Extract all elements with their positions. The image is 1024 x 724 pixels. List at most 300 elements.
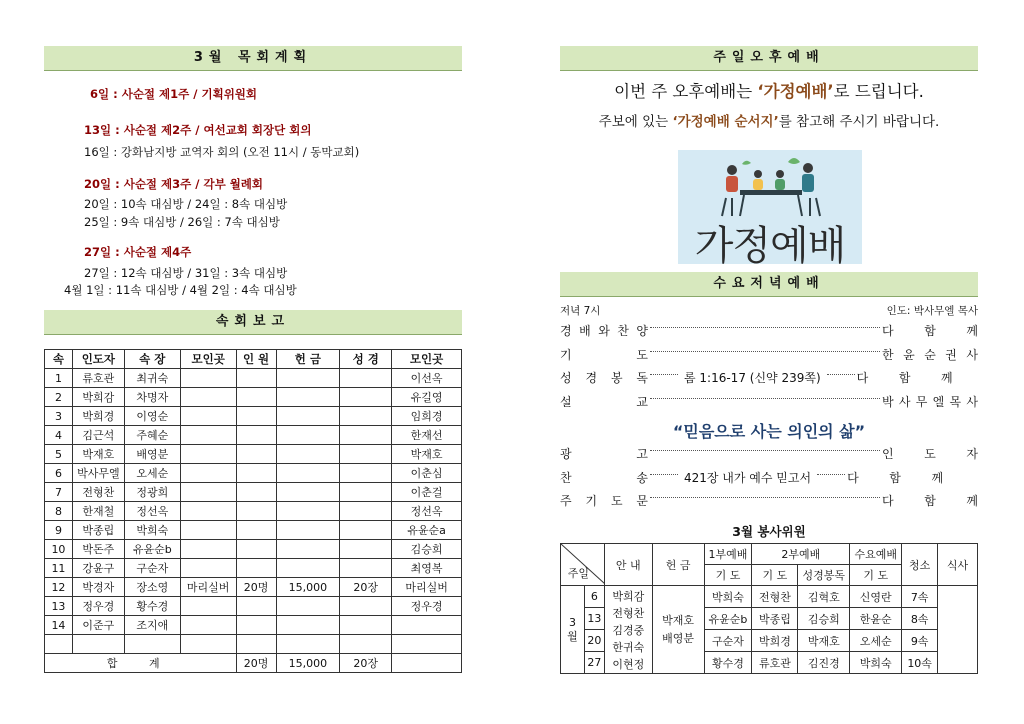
report-cell: 주혜순: [124, 426, 180, 445]
guide-name: 김경중: [612, 624, 645, 637]
report-total-row: [45, 654, 462, 673]
report-cell: [236, 464, 276, 483]
vol-cell: 김혁호: [798, 586, 850, 608]
prayer-header: 기 도: [850, 565, 902, 586]
order-person-char: 도: [924, 447, 936, 461]
report-cell: [236, 369, 276, 388]
report-cell: [276, 597, 340, 616]
plan-head: 13일 : 사순절 제2주 / 여선교회 회장단 회의: [84, 123, 312, 137]
day-cell: 27: [584, 652, 604, 674]
report-cell: 구순자: [124, 559, 180, 578]
plan-header: [44, 46, 462, 71]
report-cell: 정우경: [392, 597, 462, 616]
vol-cell: 유윤순b: [704, 608, 752, 630]
report-cell: [236, 559, 276, 578]
family-worship-logo: [678, 150, 862, 269]
vol-cell: 박희숙: [704, 586, 752, 608]
leader-dots: [650, 327, 880, 328]
col-header: 성 경: [340, 350, 392, 369]
report-cell: [236, 616, 276, 635]
order-person-char: 박: [882, 394, 894, 409]
order-label-char: 경: [585, 371, 598, 385]
wednesday-title: 수요저녁예배: [713, 276, 825, 291]
report-cell: 유윤순a: [392, 521, 462, 540]
vol-cell: 전형찬: [752, 586, 798, 608]
report-cell: [180, 407, 236, 426]
report-cell: 한재선: [392, 426, 462, 445]
order-label: [560, 492, 648, 509]
report-row: [45, 426, 462, 445]
report-cell: [340, 426, 392, 445]
report-row: [45, 464, 462, 483]
vol-cell: 박재호: [798, 630, 850, 652]
afternoon-highlight: ‘가정예배’: [757, 82, 834, 101]
order-label-char: 찬: [560, 470, 572, 485]
order-person-char: 권: [945, 347, 957, 362]
report-cell: [392, 635, 462, 654]
report-cell: 6: [45, 464, 73, 483]
order-label: [560, 346, 648, 363]
plan-head: 6일 : 사순절 제1주 / 기획위원회: [90, 87, 258, 101]
vol-cell: 박희경: [752, 630, 798, 652]
report-cell: 5: [45, 445, 73, 464]
order-person-char: 자: [966, 447, 978, 461]
wed-service-header: 수요예배: [850, 544, 902, 565]
order-label-char: 기: [585, 494, 598, 508]
order-person-char: 께: [966, 324, 978, 338]
order-row: [560, 393, 978, 410]
order-label-char: 독: [636, 371, 648, 385]
report-cell: [392, 616, 462, 635]
order-detail: 421장 내가 예수 믿고서: [684, 470, 812, 485]
report-cell: [276, 616, 340, 635]
family-logo-text: 가정예배: [694, 223, 846, 269]
vol-cell: 오세순: [850, 630, 902, 652]
vol-cell: 박종립: [752, 608, 798, 630]
vol-cell: 한윤순: [850, 608, 902, 630]
offering-name: 박재호: [662, 613, 695, 627]
report-cell: 유길영: [392, 388, 462, 407]
report-cell: [340, 521, 392, 540]
guide-header: 안 내: [604, 544, 652, 586]
order-person-char: 함: [898, 371, 911, 385]
report-cell: 4: [45, 426, 73, 445]
report-row: [45, 388, 462, 407]
order-label-char: 교: [636, 394, 648, 409]
order-person: [847, 469, 943, 486]
plan-line: 27일 : 12속 대심방 / 31일 : 3속 대심방: [84, 266, 288, 280]
report-cell: [236, 635, 276, 654]
order-label: [560, 322, 648, 339]
report-cell: 장소영: [124, 578, 180, 597]
report-cell: 15,000: [276, 578, 340, 597]
guide-name: 전형찬: [612, 607, 645, 620]
report-row: [45, 407, 462, 426]
report-cell: [236, 426, 276, 445]
report-cell: 최영복: [392, 559, 462, 578]
report-row: [45, 483, 462, 502]
order-label-char: 도: [610, 494, 623, 508]
plan-line: 4월 1일 : 11속 대심방 / 4월 2일 : 4속 대심방: [64, 283, 297, 297]
report-cell: [340, 635, 392, 654]
order-label-char: 설: [560, 394, 572, 409]
order-person-char: 무: [915, 394, 928, 409]
order-person-char: 엘: [932, 394, 945, 409]
vol-cell: 구순자: [704, 630, 752, 652]
order-person-char: 함: [924, 324, 936, 338]
plan-title: 3월 목회계획: [193, 50, 313, 65]
report-cell: 정선옥: [124, 502, 180, 521]
report-cell: [180, 559, 236, 578]
order-person-char: 께: [941, 371, 953, 385]
order-person-char: 함: [889, 470, 901, 485]
report-cell: [276, 483, 340, 502]
report-cell: 배영분: [124, 445, 180, 464]
col-header: 속 장: [124, 350, 180, 369]
report-cell: [180, 369, 236, 388]
vol-cell: 7속: [902, 586, 938, 608]
report-cell: 김승희: [392, 540, 462, 559]
col-header: 모인곳: [180, 350, 236, 369]
report-cell: 박재호: [392, 445, 462, 464]
vol-cell: 김진경: [798, 652, 850, 674]
report-row: [45, 445, 462, 464]
order-label: [560, 369, 648, 386]
report-cell: 차명자: [124, 388, 180, 407]
report-cell: 박희경: [72, 407, 124, 426]
plan-line: 20일 : 10속 대심방 / 24일 : 8속 대심방: [84, 197, 288, 211]
order-person-char: 께: [931, 470, 944, 485]
plan-head: 20일 : 사순절 제3주 / 각부 월례회: [84, 177, 264, 191]
afternoon-line-1: [560, 78, 978, 102]
order-person-char: 다: [856, 371, 869, 385]
order-person-char: 함: [924, 494, 936, 508]
order-person-char: 사: [966, 394, 978, 409]
report-cell: 20명: [236, 578, 276, 597]
report-cell: 마리실버: [392, 578, 462, 597]
report-cell: [340, 540, 392, 559]
total-people: 20명: [236, 654, 276, 673]
report-cell: [236, 502, 276, 521]
report-table: [44, 349, 462, 673]
month-cell: [561, 586, 585, 674]
vol-cell: 류호관: [752, 652, 798, 674]
report-header-row: [45, 350, 462, 369]
order-person-char: 다: [882, 324, 894, 338]
report-cell: 10: [45, 540, 73, 559]
cleaning-header: 청소: [902, 544, 938, 586]
leader-dots: [650, 351, 880, 352]
order-person-char: 윤: [903, 347, 915, 362]
report-cell: 14: [45, 616, 73, 635]
order-person-char: 인: [882, 447, 894, 461]
report-cell: 이춘걸: [392, 483, 462, 502]
report-cell: 이영순: [124, 407, 180, 426]
order-label-char: 고: [636, 447, 648, 461]
report-cell: 한재철: [72, 502, 124, 521]
vol-cell: 8속: [902, 608, 938, 630]
prayer-header: 기 도: [752, 565, 798, 586]
sermon-title: “믿음으로 사는 의인의 삶”: [672, 422, 866, 441]
order-row: [560, 322, 978, 339]
afternoon-title: 주일오후예배: [713, 50, 825, 65]
report-cell: [276, 540, 340, 559]
report-cell: 강윤구: [72, 559, 124, 578]
report-cell: [276, 559, 340, 578]
leader-dots: [650, 398, 880, 399]
col-header: 헌 금: [276, 350, 340, 369]
guide-cell: [604, 586, 652, 674]
report-cell: [180, 521, 236, 540]
report-cell: [124, 635, 180, 654]
plan-line: 25일 : 9속 대심방 / 26일 : 7속 대심방: [84, 215, 280, 229]
afternoon-highlight: ‘가정예배 순서지’: [672, 114, 779, 130]
report-cell: 1: [45, 369, 73, 388]
order-label-char: 경: [560, 324, 572, 338]
report-cell: 7: [45, 483, 73, 502]
order-person-char: 께: [966, 494, 978, 508]
report-cell: [180, 445, 236, 464]
leader-dots: [827, 374, 855, 375]
afternoon-line-2: [556, 110, 982, 130]
report-cell: 류호관: [72, 369, 124, 388]
report-cell: 박경자: [72, 578, 124, 597]
leader-dots: [650, 497, 880, 498]
reading-header: 성경봉독: [798, 565, 850, 586]
order-person: [882, 322, 978, 339]
offering-header: 헌 금: [652, 544, 704, 586]
report-cell: [180, 635, 236, 654]
report-cell: [236, 521, 276, 540]
report-row: [45, 369, 462, 388]
report-cell: [180, 464, 236, 483]
report-cell: [340, 559, 392, 578]
first-service-header: 1부예배: [704, 544, 752, 565]
order-person-char: 순: [924, 347, 936, 362]
order-person-char: 한: [882, 347, 894, 362]
report-cell: [340, 464, 392, 483]
order-row: [560, 492, 978, 509]
report-cell: [276, 635, 340, 654]
report-cell: 이선옥: [392, 369, 462, 388]
report-cell: [276, 464, 340, 483]
order-row: [560, 346, 978, 363]
plan-head: 27일 : 사순절 제4주: [84, 245, 192, 259]
report-cell: [276, 521, 340, 540]
order-label-char: 봉: [610, 371, 623, 385]
report-row: [45, 635, 462, 654]
order-person: [882, 492, 978, 509]
order-person-char: 사: [898, 394, 911, 409]
report-row: [45, 559, 462, 578]
month-label: 3월: [567, 615, 578, 643]
report-cell: [180, 502, 236, 521]
order-person: [882, 393, 978, 410]
report-cell: [236, 540, 276, 559]
prayer-header: 기 도: [704, 565, 752, 586]
report-cell: 유윤순b: [124, 540, 180, 559]
order-person: [882, 445, 978, 462]
report-cell: [276, 407, 340, 426]
order-label-char: 와: [598, 324, 610, 338]
order-label-char: 배: [579, 324, 591, 338]
report-cell: [276, 388, 340, 407]
report-cell: 박종립: [72, 521, 124, 540]
report-cell: [340, 407, 392, 426]
offering-cell: [652, 586, 704, 674]
report-cell: 2: [45, 388, 73, 407]
report-cell: 최귀숙: [124, 369, 180, 388]
report-cell: [180, 388, 236, 407]
order-row: [560, 469, 978, 486]
report-cell: 13: [45, 597, 73, 616]
volunteer-table: [560, 543, 978, 674]
report-cell: 박돈주: [72, 540, 124, 559]
report-row: [45, 502, 462, 521]
report-cell: 조지애: [124, 616, 180, 635]
report-cell: 정선옥: [392, 502, 462, 521]
report-cell: 박재호: [72, 445, 124, 464]
order-label-char: 도: [636, 347, 648, 362]
report-cell: 박희감: [72, 388, 124, 407]
report-cell: [340, 616, 392, 635]
report-cell: 정광희: [124, 483, 180, 502]
report-title: 속회보고: [215, 314, 291, 329]
report-cell: [340, 445, 392, 464]
report-cell: [72, 635, 124, 654]
report-cell: 9: [45, 521, 73, 540]
order-label-char: 송: [636, 470, 648, 485]
report-cell: [236, 597, 276, 616]
order-person-char: 다: [847, 470, 859, 485]
meal-header: 식사: [938, 544, 978, 586]
wednesday-header: [560, 272, 978, 297]
leader-dots: [650, 474, 678, 475]
report-row: [45, 616, 462, 635]
report-cell: 이춘심: [392, 464, 462, 483]
order-row: [560, 445, 978, 462]
vol-cell: 9속: [902, 630, 938, 652]
report-cell: 20장: [340, 578, 392, 597]
col-header: 속: [45, 350, 73, 369]
report-cell: [45, 635, 73, 654]
report-row: [45, 540, 462, 559]
report-cell: [340, 502, 392, 521]
report-cell: 11: [45, 559, 73, 578]
report-cell: [236, 445, 276, 464]
afternoon-text: 주보에 있는: [598, 114, 673, 130]
guide-name: 이현정: [612, 658, 645, 671]
report-cell: 황수경: [124, 597, 180, 616]
afternoon-header: [560, 46, 978, 71]
wednesday-leader: 인도: 박사무엘 목사: [886, 305, 978, 317]
week-header: [561, 544, 605, 586]
order-label-char: 광: [560, 447, 572, 461]
report-cell: [180, 540, 236, 559]
report-cell: 김근석: [72, 426, 124, 445]
report-cell: [340, 483, 392, 502]
vol-cell: 10속: [902, 652, 938, 674]
order-person: [882, 346, 978, 363]
report-cell: 마리실버: [180, 578, 236, 597]
order-person: [857, 369, 953, 386]
afternoon-text: 로 드립니다.: [833, 82, 924, 101]
plan-line: 16일 : 강화남지방 교역자 회의 (오전 11시 / 동막교회): [84, 145, 360, 159]
report-cell: [180, 616, 236, 635]
report-cell: 박사무엘: [72, 464, 124, 483]
day-cell: 13: [584, 608, 604, 630]
total-label: 합 계: [45, 654, 237, 673]
guide-name: 박희감: [612, 590, 645, 603]
report-cell: 이준구: [72, 616, 124, 635]
report-header: [44, 310, 462, 335]
volunteer-title: 3월 봉사위원: [732, 524, 806, 539]
report-cell: [180, 597, 236, 616]
col-header: 인도자: [72, 350, 124, 369]
report-cell: [180, 483, 236, 502]
vol-cell: 황수경: [704, 652, 752, 674]
report-cell: [340, 369, 392, 388]
report-row: [45, 578, 462, 597]
report-cell: 오세순: [124, 464, 180, 483]
vol-cell: 김승희: [798, 608, 850, 630]
afternoon-text: 를 참고해 주시기 바랍니다.: [778, 114, 940, 130]
report-cell: [340, 388, 392, 407]
day-cell: 20: [584, 630, 604, 652]
col-header: 모인곳: [392, 350, 462, 369]
order-person-char: 목: [949, 394, 962, 409]
report-cell: 3: [45, 407, 73, 426]
day-cell: 6: [584, 586, 604, 608]
vol-cell: 신영란: [850, 586, 902, 608]
report-cell: 박희숙: [124, 521, 180, 540]
report-cell: [276, 426, 340, 445]
order-label-char: 문: [636, 494, 648, 508]
order-label-char: 찬: [617, 324, 629, 338]
order-person-char: 사: [966, 347, 978, 362]
second-service-header: 2부예배: [752, 544, 850, 565]
order-label-char: 주: [560, 494, 572, 508]
report-cell: [180, 426, 236, 445]
report-cell: 전형찬: [72, 483, 124, 502]
leader-dots: [650, 374, 678, 375]
order-label: [560, 469, 648, 486]
leader-dots: [817, 474, 845, 475]
report-cell: [236, 483, 276, 502]
leader-dots: [650, 450, 880, 451]
week-label: 주일: [567, 566, 590, 580]
report-row: [45, 597, 462, 616]
report-cell: 임희경: [392, 407, 462, 426]
order-label-char: 성: [560, 371, 572, 385]
report-cell: [236, 388, 276, 407]
report-cell: [276, 445, 340, 464]
wednesday-time: 저녁 7시: [560, 305, 601, 317]
afternoon-text: 이번 주 오후예배는: [614, 82, 758, 101]
order-label: [560, 393, 648, 410]
order-label: [560, 445, 648, 462]
meal-cell: [938, 586, 978, 674]
offering-name: 배영분: [662, 631, 695, 645]
order-person-char: 다: [882, 494, 894, 508]
report-cell: 정우경: [72, 597, 124, 616]
order-label-char: 양: [636, 324, 648, 338]
col-header: 인 원: [236, 350, 276, 369]
order-label-char: 기: [560, 347, 572, 362]
report-cell: [340, 597, 392, 616]
report-cell: 12: [45, 578, 73, 597]
total-bible: 20장: [340, 654, 392, 673]
